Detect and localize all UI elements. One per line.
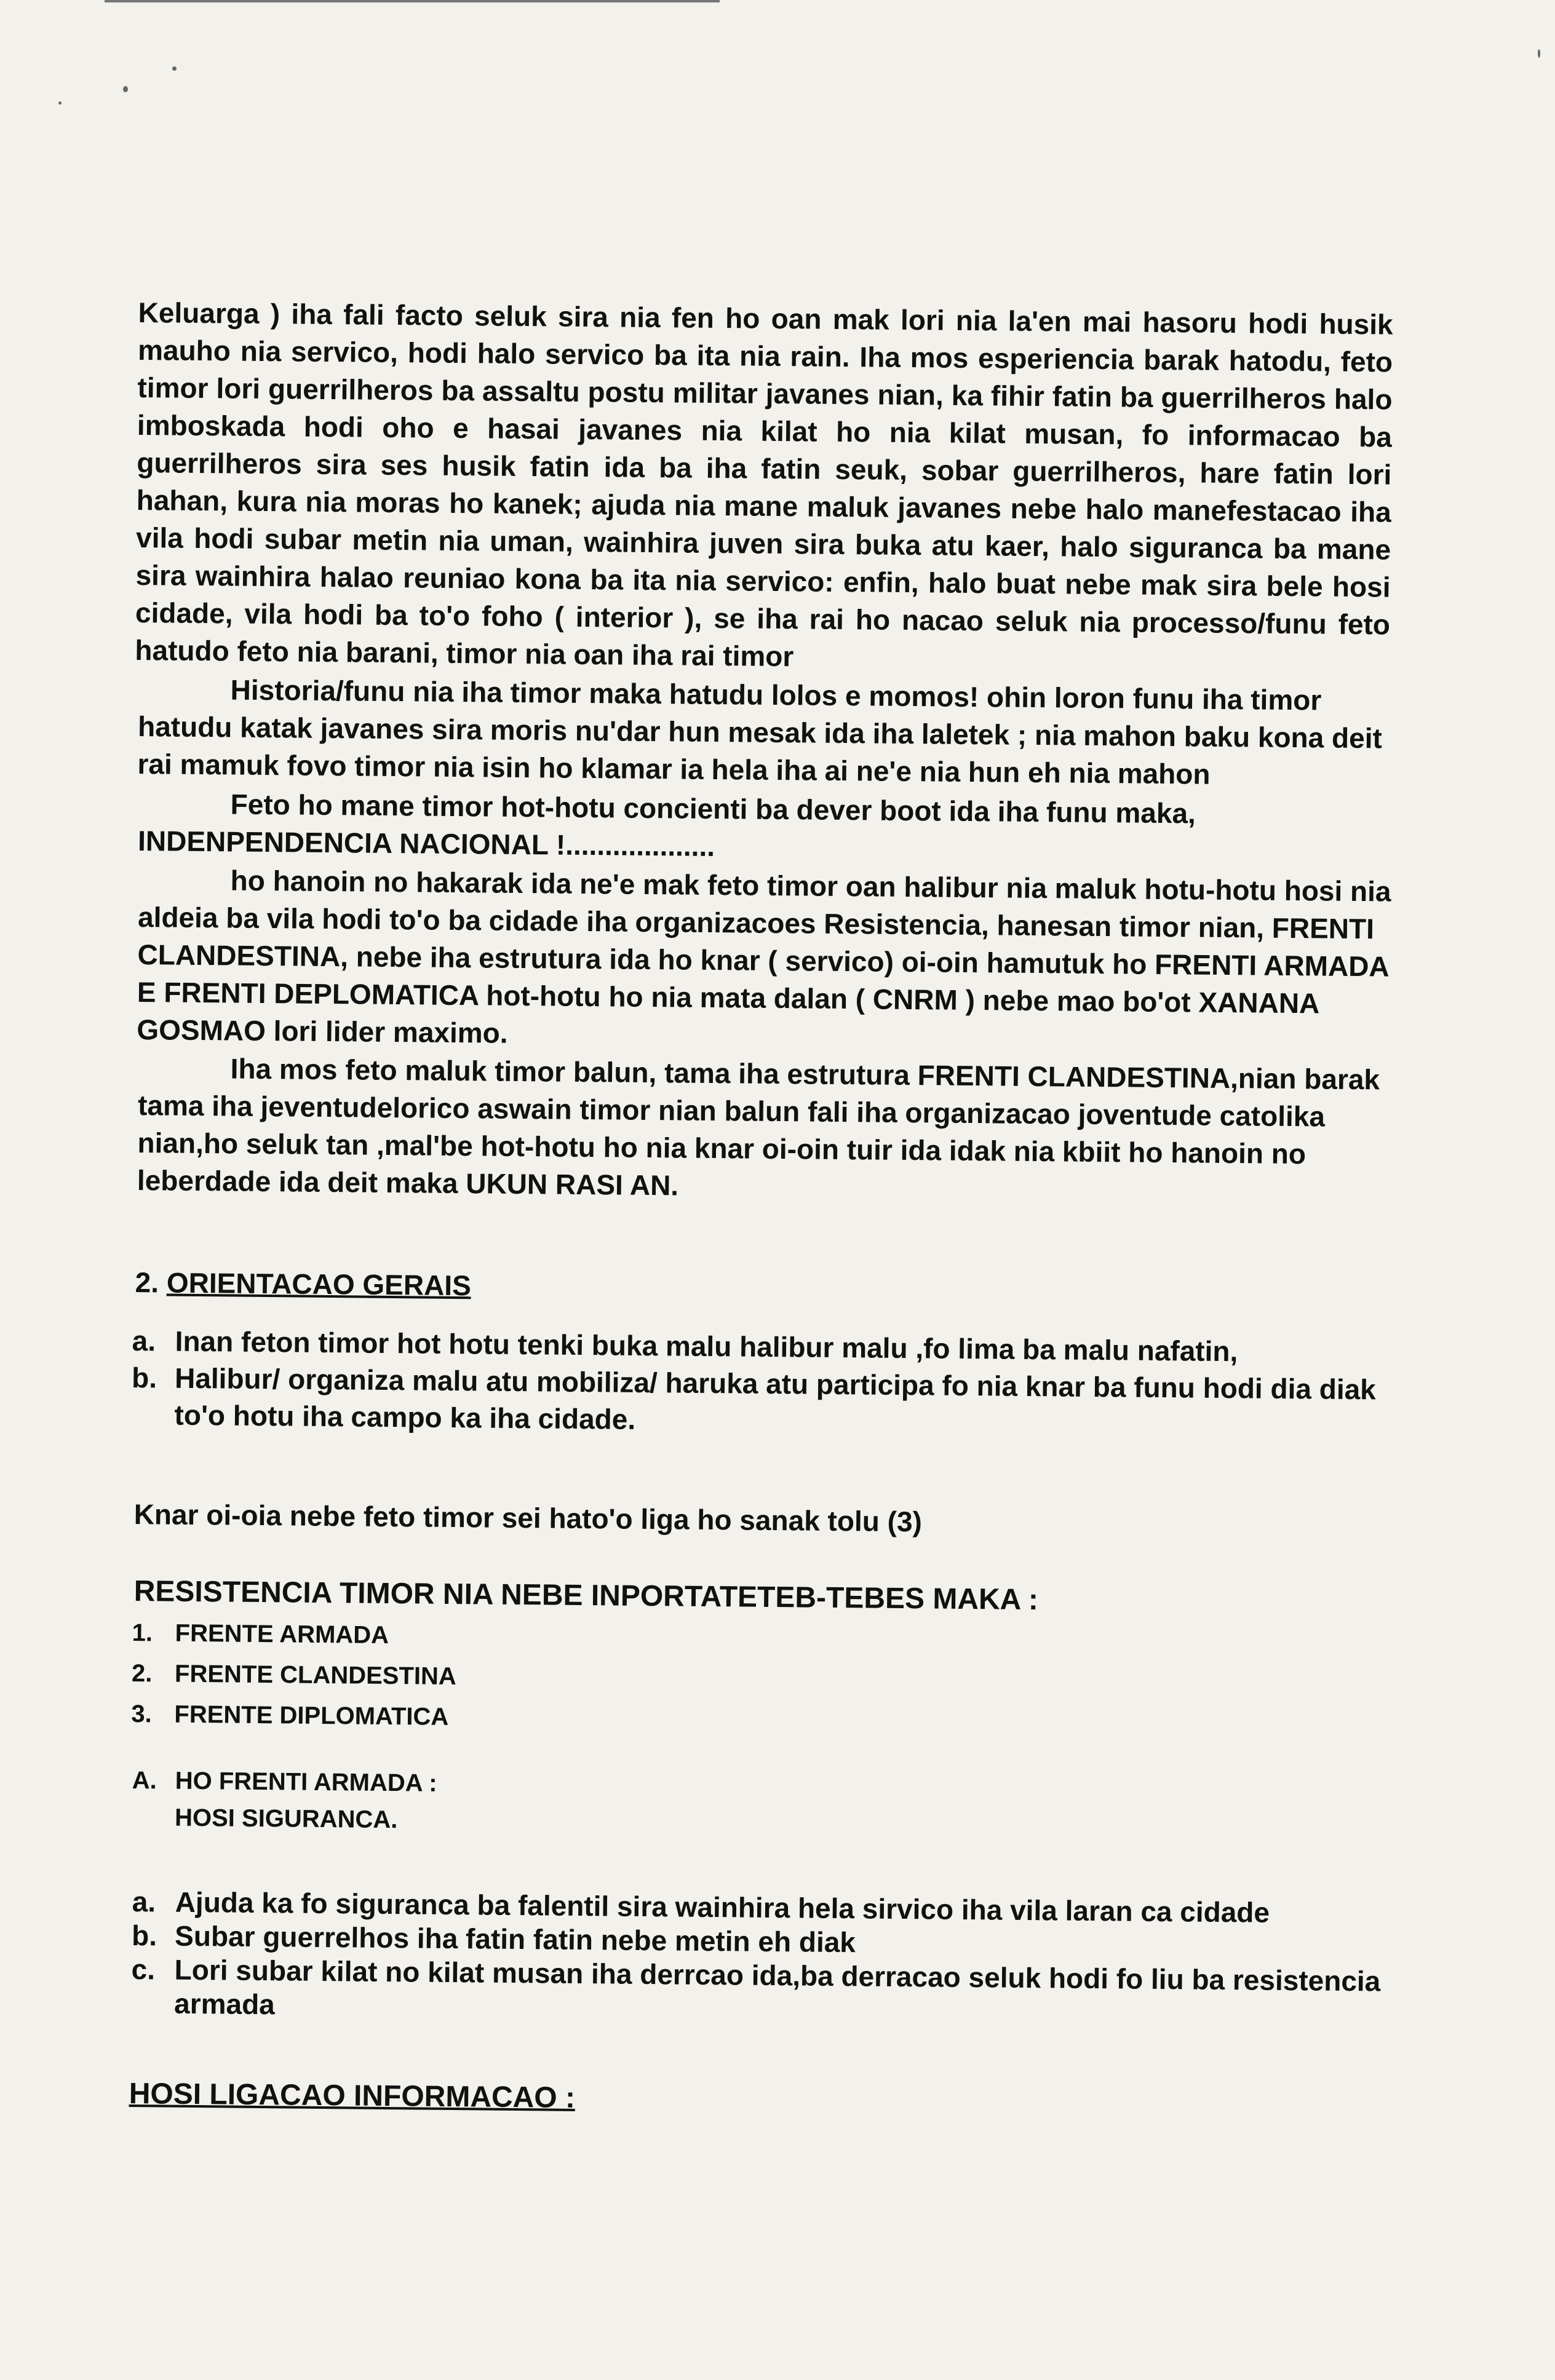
list-marker: b. <box>131 1919 157 1952</box>
list-item-text: Lori subar kilat no kilat musan iha derrcao ida,ba derracao seluk hodi fo liu ba resistencia armada <box>173 1953 1381 2021</box>
list-item-text: FRENTE CLANDESTINA <box>174 1660 457 1691</box>
list-marker: 2. <box>131 1659 153 1688</box>
section-a-subtitle: HOSI SIGURANCA. <box>174 1804 398 1834</box>
scan-speck <box>58 101 62 105</box>
intro-paragraph-3: Feto ho mane timor hot-hotu concienti ba dever boot ida iha funu maka, INDENPENDENCIA NACIONAL !................... <box>137 788 1196 862</box>
list-marker: c. <box>131 1953 156 1986</box>
section-title: ORIENTACAO GERAIS <box>166 1266 472 1302</box>
fronts-list <box>131 1612 1399 1747</box>
list-marker: a. <box>132 1886 156 1918</box>
list-marker: a. <box>132 1324 156 1357</box>
list-item-text: Subar guerrelhos iha fatin fatin nebe metin eh diak <box>174 1919 856 1959</box>
intro-paragraph-4: ho hanoin no hakarak ida ne'e mak feto timor oan halibur nia maluk hotu-hotu hosi nia aldeia ba vila hodi to'o ba cidade iha organizacoes Resistencia, hanesan timor nian, FRENTI CLANDESTINA, nebe iha estrutura ida ho knar ( servico) oi-oin hamutuk ho FRENTI ARMADA E FRENTI DEPLOMATICA hot-hotu ho nia mata dalan ( CNRM ) nebe mao bo'ot XANANA GOSMAO lori lider maximo. <box>137 864 1391 1049</box>
intro-paragraph-2: Historia/funu nia iha timor maka hatudu lolos e momos! ohin loron funu iha timor hatudu katak javanes sira moris nu'dar hun mesak ida iha laletek ; nia mahon baku kona deit rai mamuk fovo timor nia isin ho klamar ia hela iha ai ne'e nia hun eh nia mahon <box>137 673 1383 790</box>
list-marker: 3. <box>131 1700 152 1728</box>
section-heading-orientacao <box>135 1264 471 1304</box>
section-number: 2. <box>135 1266 159 1299</box>
scan-speck <box>123 86 128 92</box>
section-a-title-row <box>132 1762 437 1802</box>
scan-top-edge <box>105 0 720 2</box>
siguranca-list <box>131 1885 1399 2033</box>
section-a-title: HO FRENTI ARMADA : <box>175 1767 437 1797</box>
orientacao-list <box>131 1322 1399 1445</box>
section-a-marker: A. <box>132 1766 157 1795</box>
list-item-text: FRENTE DIPLOMATICA <box>174 1700 449 1731</box>
info-heading: HOSI LIGACAO INFORMACAO : <box>129 2077 576 2114</box>
list-marker: 1. <box>132 1619 153 1647</box>
intro-paragraph-5: Iha mos feto maluk timor balun, tama iha estrutura FRENTI CLANDESTINA,nian barak tama iha jeventudelorico aswain timor nian balun fali iha organizacao joventude catolika nian,ho seluk tan ,mal'be hot-hotu ho nia knar oi-oin tuir ida idak nia kbiit ho hanoin no leberdade ida deit maka UKUN RASI AN. <box>137 1052 1380 1202</box>
scan-speck <box>172 66 177 71</box>
list-item-text: Ajuda ka fo siguranca ba falentil sira wainhira hela sirvico iha vila laran ca cidade <box>175 1886 1270 1929</box>
knar-line: Knar oi-oia nebe feto timor sei hato'o liga ho sanak tolu (3) <box>133 1498 923 1538</box>
list-item-text: Halibur/ organiza malu atu mobiliza/ haruka atu participa fo nia knar ba funu hodi dia diak to'o hotu iha campo ka iha cidade. <box>174 1362 1377 1435</box>
list-item <box>131 1953 1399 2033</box>
intro-paragraph-1: Keluarga ) iha fali facto seluk sira nia fen ho oan mak lori nia la'en mai hasoru hodi husik mauho nia servico, hodi halo servico ba ita nia rain. Iha mos esperiencia barak hatodu, feto timor lori guerrilheros ba assaltu postu militar javanes nian, ka fihir fatin ba guerrilheros halo imboskada hodi oho e hasai javanes nia kilat ho nia kilat musan, fo informacao ba guerrilheros sira ses husik fatin ida ba iha fatin seuk, sobar guerrilheros, hare fatin lori hahan, kura nia moras ho kanek; ajuda nia mane maluk javanes nebe halo manefestacao iha vila hodi subar metin nia uman, wainhira juven sira buka atu kaer, halo siguranca ba mane sira wainhira halao reuniao kona ba ita nia servico: enfin, halo buat nebe mak sira bele hosi cidade, vila hodi ba to'o foho ( interior ), se iha rai ho nacao seluk nia processo/funu feto hatudo feto nia barani, timor nia oan iha rai timor <box>135 296 1393 673</box>
scan-speck <box>1538 49 1540 58</box>
list-item-text: FRENTE ARMADA <box>175 1619 389 1649</box>
list-marker: b. <box>131 1361 157 1394</box>
resistencia-heading: RESISTENCIA TIMOR NIA NEBE INPORTATETEB-TEBES MAKA : <box>133 1575 1039 1617</box>
list-item-text: Inan feton timor hot hotu tenki buka malu halibur malu ,fo lima ba malu nafatin, <box>175 1325 1238 1368</box>
list-item <box>131 1359 1399 1445</box>
section-a-heading <box>132 1762 437 1839</box>
